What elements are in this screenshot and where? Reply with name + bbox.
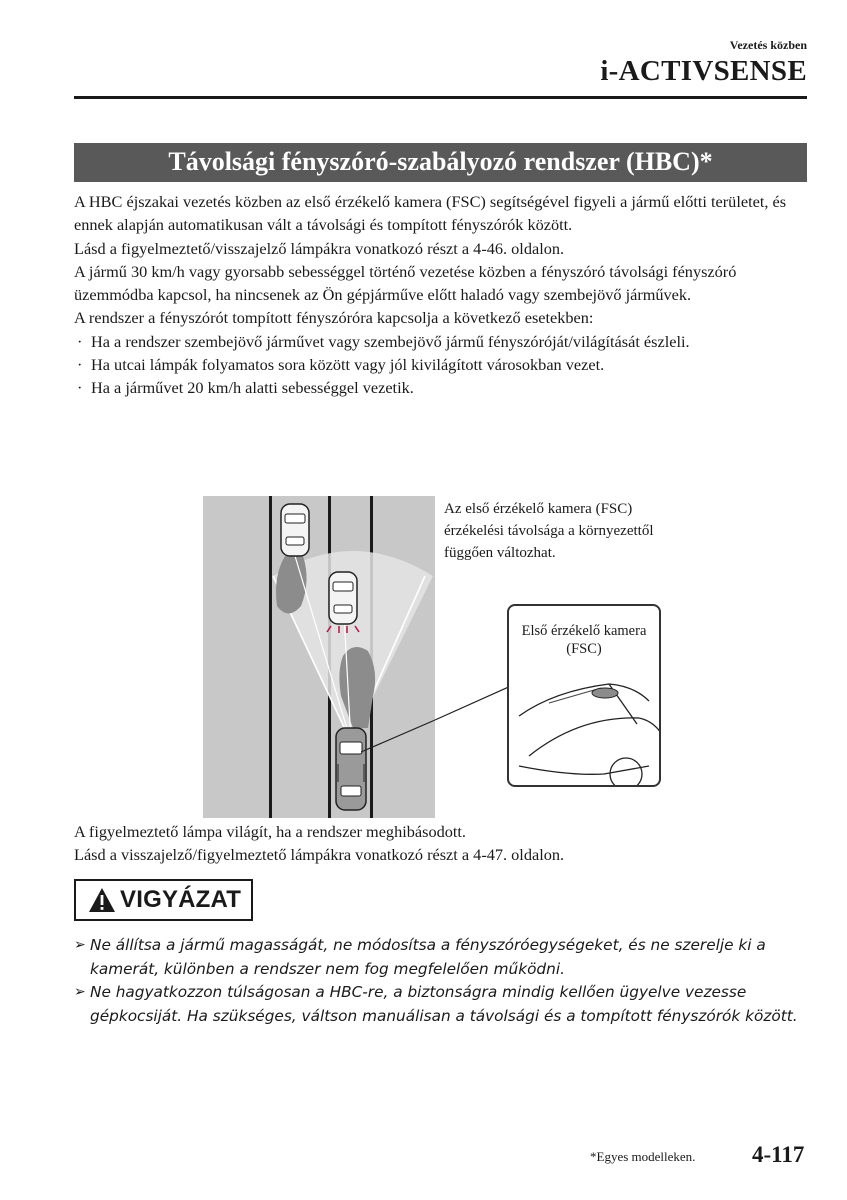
header-rule [74,96,807,99]
caution-text: Ne hagyatkozzon túlságosan a HBC-re, a biztonságra mindig kellően ügyelve vezesse gépkocsiját. Ha szükséges, váltson manuálisan a távolsági és a tompított fényszórók között. [90,983,798,1025]
intro-paragraph: A rendszer a fényszórót tompított fényszóróra kapcsolja a következő esetekben: [74,308,594,328]
bullet-dot: · [77,355,83,375]
caution-list [74,934,814,1028]
warning-triangle-icon [88,887,116,913]
bullet-item [74,353,814,376]
intro-paragraph: A HBC éjszakai vezetés közben az első érzékelő kamera (FSC) segítségével figyeli a jármű előtti területet, és ennek alapján automatikusan vált a távolsági és tompított fényszórók között. [74,192,787,235]
intro-paragraph: A jármű 30 km/h vagy gyorsabb sebességgel történő vezetése közben a fényszóró távolsági fényszóró üzemmódba kapcsol, ha nincsenek az Ön gépjárműve előtt haladó vagy szembejövő járművek. [74,261,737,305]
lane-line-left [269,496,272,818]
bullet-dot: · [77,331,83,351]
after-figure-text [74,820,814,867]
camera-unit [592,688,618,698]
bullet-item [74,376,814,399]
figure-caption: Az első érzékelő kamera (FSC) érzékelési távolsága a környezettől függően változhat. [444,501,654,561]
camera-callout [507,604,661,787]
warning-label: VIGYÁZAT [120,886,242,913]
caution-arrow-icon: ➢ [74,984,86,1001]
page-title: Távolsági fényszóró-szabályozó rendszer (HBC)* [74,143,807,182]
oncoming-car [281,504,309,556]
own-car [336,728,366,810]
intro-paragraph: Lásd a figyelmeztető/visszajelző lámpákra vonatkozó részt a 4-46. oldalon. [74,238,565,258]
section-label: Vezetés közben [729,38,807,52]
bullet-dot: · [77,378,83,398]
bullet-item [74,330,814,353]
footer-note: *Egyes modelleken. [590,1149,696,1164]
callout-label: Első érzékelő kamera (FSC) [521,623,647,657]
road-diagram [203,496,435,818]
bullet-text: Ha utcai lámpák folyamatos sora között vagy jól kivilágított városokban vezet. [91,355,605,375]
intro-text [74,190,814,400]
caution-arrow-icon: ➢ [74,937,86,953]
callout-pointer [435,655,515,735]
road-illustration [203,496,435,818]
bullet-text: Ha a rendszer szembejövő járművet vagy szembejövő jármű fényszóróját/világítását észleli. [91,331,690,351]
bullet-text: Ha a járművet 20 km/h alatti sebességgel vezetik. [91,378,414,398]
reference-note: Lásd a visszajelző/figyelmeztető lámpákra vonatkozó részt a 4-47. oldalon. [74,845,565,865]
caution-text: Ne állítsa a jármű magasságát, ne módosítsa a fényszóróegységeket, és ne szerelje ki a kamerát, különben a rendszer nem fog megfelelően működni. [90,936,766,978]
caution-item [74,934,814,981]
windshield-illustration [509,606,661,787]
warning-box [74,879,253,921]
warning-lamp-note: A figyelmeztető lámpa világít, ha a rendszer meghibásodott. [74,822,466,841]
page-number: 4-117 [752,1142,805,1167]
caution-item [74,981,814,1028]
chapter-title: i-ACTIVSENSE [600,55,807,87]
